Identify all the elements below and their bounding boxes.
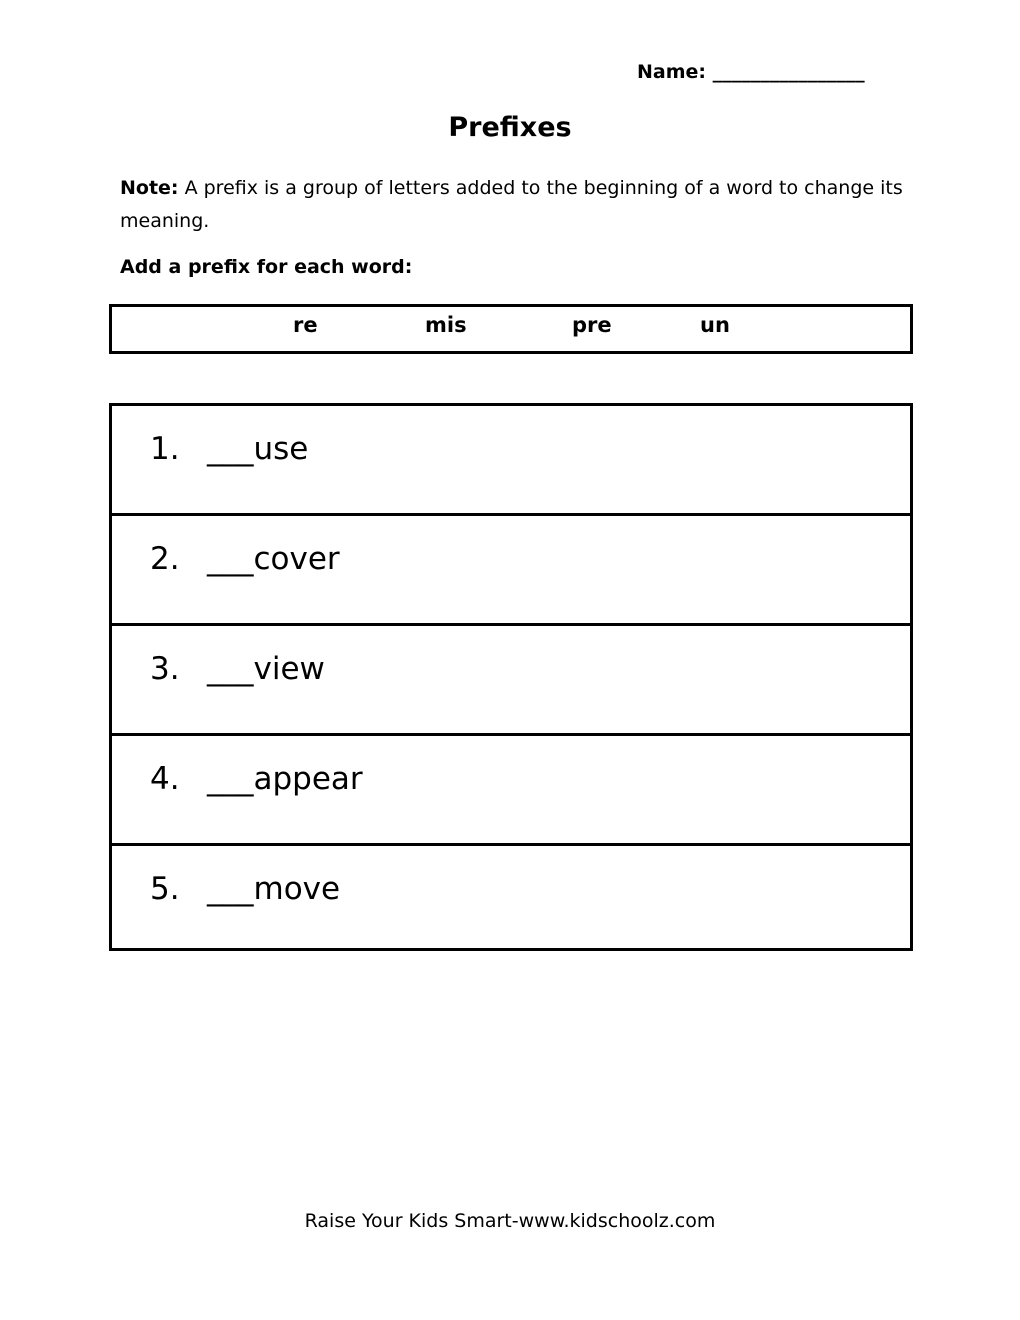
item-word: ___appear xyxy=(207,761,363,797)
word-bank-prefix-re: re xyxy=(293,313,318,337)
word-bank-box xyxy=(109,304,913,354)
note-label: Note: xyxy=(120,177,179,199)
item-number: 5. xyxy=(150,871,180,907)
word-bank-prefix-pre: pre xyxy=(572,313,612,337)
exercise-row-4 xyxy=(112,736,910,846)
item-number: 1. xyxy=(150,431,180,467)
page-title: Prefixes xyxy=(448,112,572,143)
note-text: A prefix is a group of letters added to the beginning of a word to change its meaning. xyxy=(120,177,903,232)
instruction-text: Add a prefix for each word: xyxy=(120,256,413,278)
item-word: ___cover xyxy=(207,541,340,577)
exercise-row-3 xyxy=(112,626,910,736)
item-word: ___move xyxy=(207,871,341,907)
item-number: 4. xyxy=(150,761,180,797)
exercise-row-5 xyxy=(112,846,910,953)
name-field-label: Name: ________________ xyxy=(637,61,865,83)
exercise-list xyxy=(109,403,913,951)
item-number: 3. xyxy=(150,651,180,687)
word-bank-prefix-un: un xyxy=(700,313,730,337)
item-word: ___view xyxy=(207,651,325,687)
note-paragraph xyxy=(120,172,910,238)
item-number: 2. xyxy=(150,541,180,577)
exercise-row-2 xyxy=(112,516,910,626)
footer-credit: Raise Your Kids Smart-www.kidschoolz.com xyxy=(304,1210,716,1232)
word-bank-prefix-mis: mis xyxy=(425,313,467,337)
item-word: ___use xyxy=(207,431,309,467)
exercise-row-1 xyxy=(112,406,910,516)
